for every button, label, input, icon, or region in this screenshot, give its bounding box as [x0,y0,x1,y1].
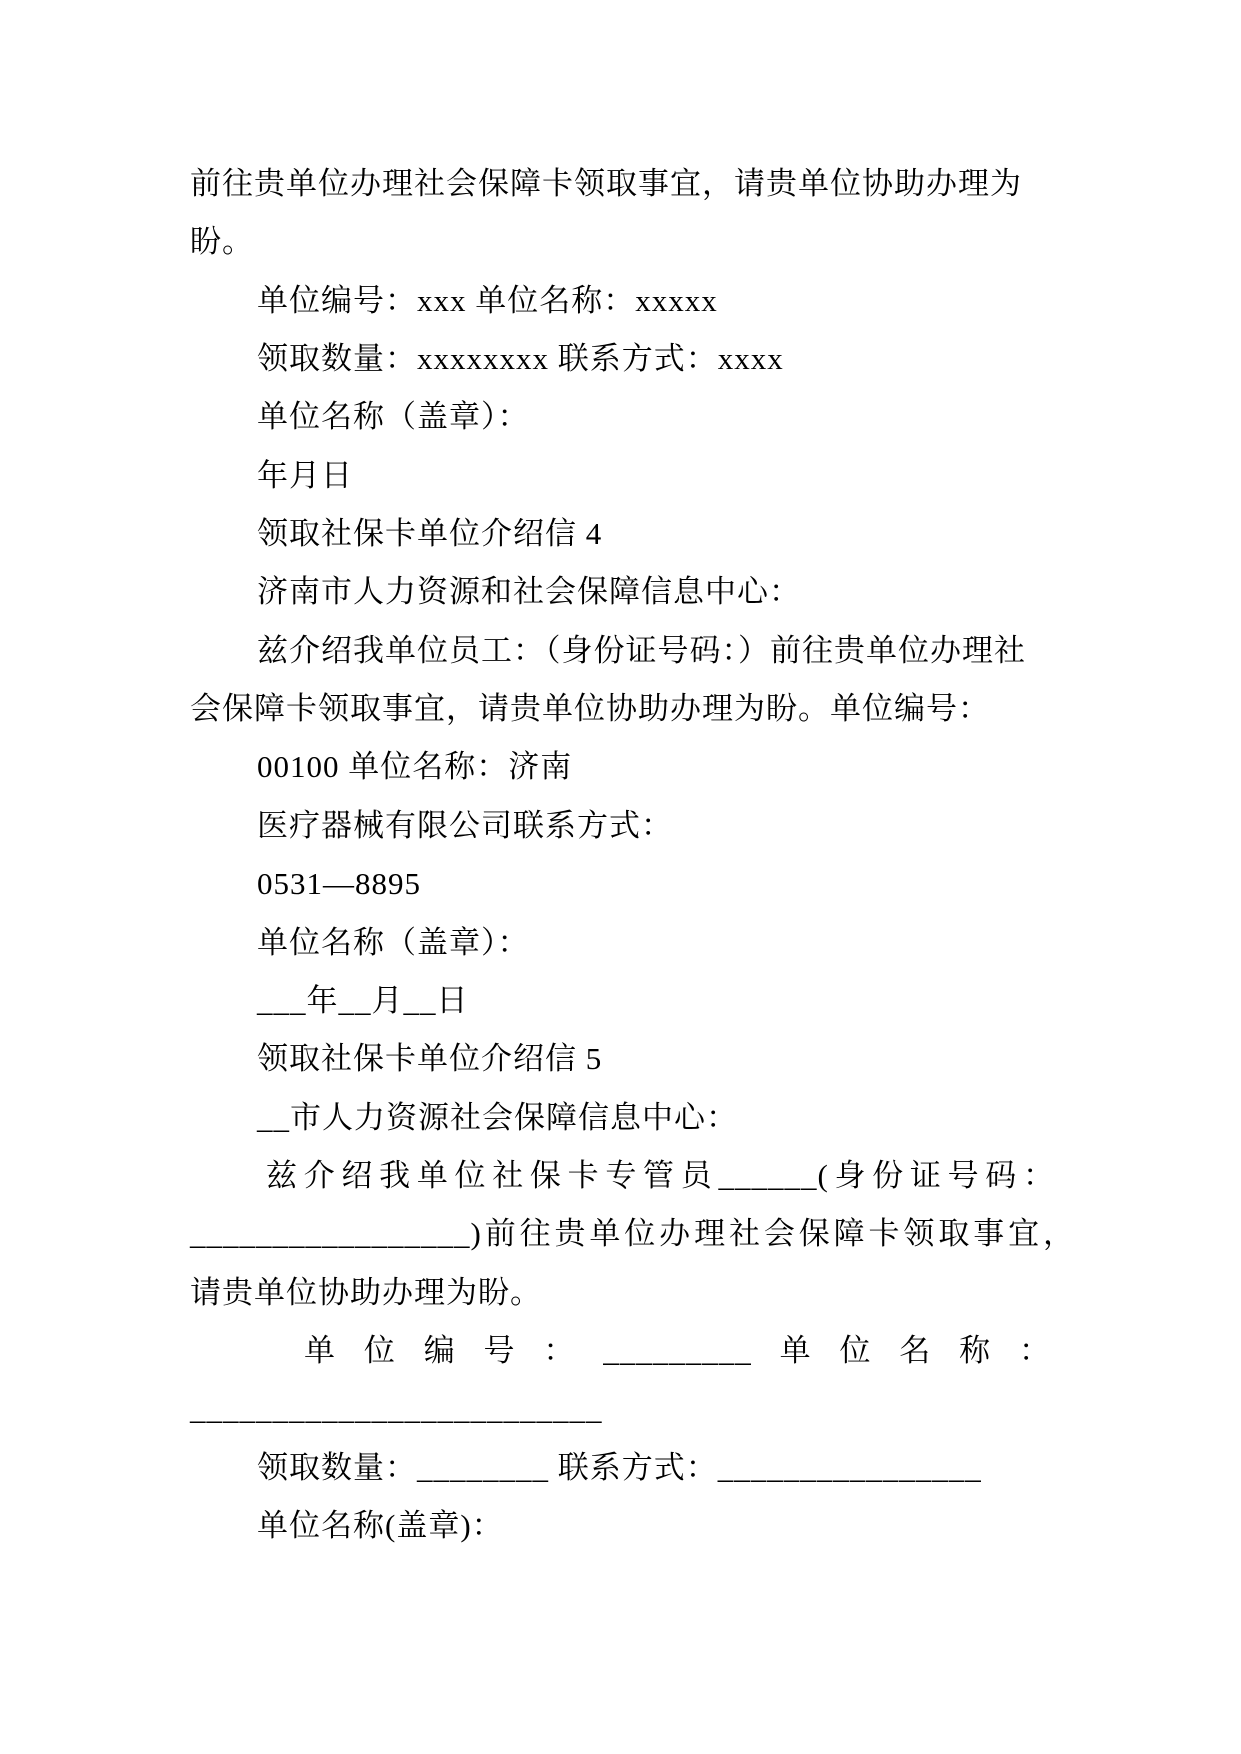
unit-info-line: 领取数量：________ 联系方式：________________ [257,1450,982,1485]
body-text-line: _________________)前往贵单位办理社会保障卡领取事宜， [190,1216,1075,1251]
blank-underline: _________________________ [190,1391,603,1426]
body-text-line: 前往贵单位办理社会保障卡领取事宜，请贵单位协助办理为 [190,166,1022,201]
recipient-line: __市人力资源社会保障信息中心： [257,1100,738,1135]
body-text-line: 请贵单位协助办理为盼。 [190,1275,542,1310]
unit-info-line: 00100 单位名称：济南 [257,749,573,784]
seal-line: 单位名称（盖章）： [257,925,530,960]
body-text-line: 兹介绍我单位社保卡专管员______(身份证号码： [266,1158,1055,1193]
unit-info-line: 单位编号：_________单位名称： [304,1333,1051,1368]
seal-line: 单位名称(盖章)： [257,1508,504,1543]
body-text-line: 会保障卡领取事宜，请贵单位协助办理为盼。单位编号： [190,691,990,726]
unit-info-line: 领取数量：xxxxxxxx 联系方式：xxxx [257,341,784,376]
body-text-line: 兹介绍我单位员工：（身份证号码：）前往贵单位办理社 [257,633,1026,668]
letter-title: 领取社保卡单位介绍信 4 [257,516,603,551]
unit-info-line: 0531—8895 [257,866,421,901]
body-text-line: 盼。 [190,224,254,259]
letter-title: 领取社保卡单位介绍信 5 [257,1041,603,1076]
date-line: 年月日 [257,458,353,493]
unit-info-line: 单位编号：xxx 单位名称：xxxxx [257,283,718,318]
unit-info-line: 医疗器械有限公司联系方式： [257,808,673,843]
seal-line: 单位名称（盖章）： [257,399,530,434]
recipient-line: 济南市人力资源和社会保障信息中心： [257,574,801,609]
date-line: ___年__月__日 [257,983,469,1018]
